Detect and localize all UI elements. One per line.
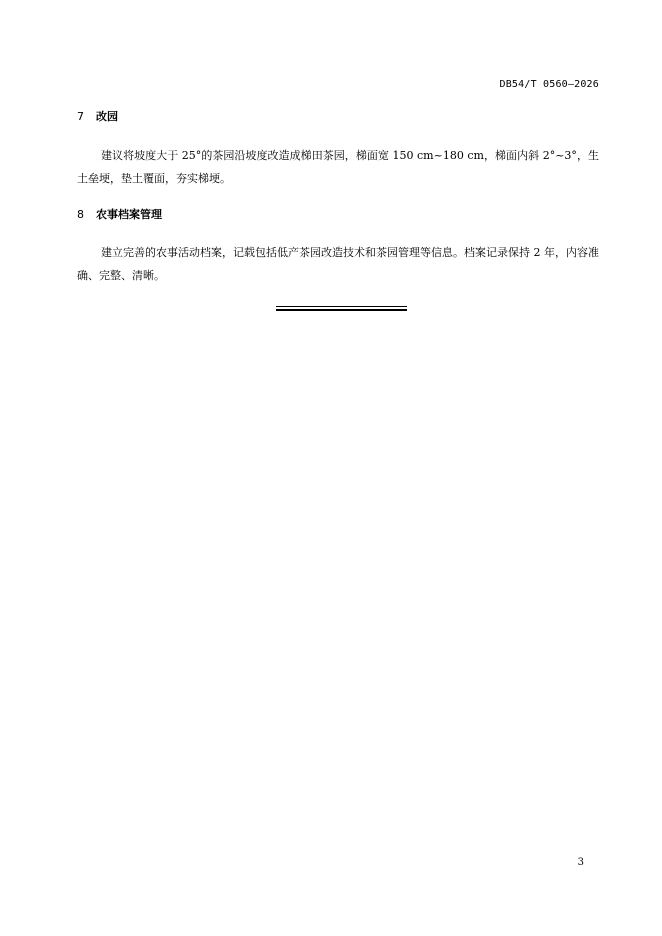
section-7-heading bbox=[77, 108, 118, 124]
section-7-paragraph: 建议将坡度大于 25°的茶园沿坡度改造成梯田茶园，梯面宽 150 cm~180 cm，梯面内斜 2°~3°，生土垒埂，垫土覆面，夯实梯埂。 bbox=[77, 149, 599, 185]
end-of-document-rule bbox=[276, 306, 407, 311]
section-7-title: 改园 bbox=[96, 110, 118, 123]
section-7-number: 7 bbox=[77, 110, 84, 123]
end-rule-thick-line bbox=[276, 309, 407, 311]
section-8-paragraph: 建立完善的农事活动档案，记载包括低产茶园改造技术和茶园管理等信息。档案记录保持 2 年，内容准确、完整、清晰。 bbox=[77, 246, 599, 282]
standard-code: DB54/T 0560—2026 bbox=[499, 79, 599, 90]
section-8-number: 8 bbox=[77, 208, 84, 221]
page-number: 3 bbox=[577, 857, 584, 868]
section-8-title: 农事档案管理 bbox=[96, 208, 162, 221]
end-rule-thin-line bbox=[276, 306, 407, 307]
section-8-heading bbox=[77, 206, 162, 222]
